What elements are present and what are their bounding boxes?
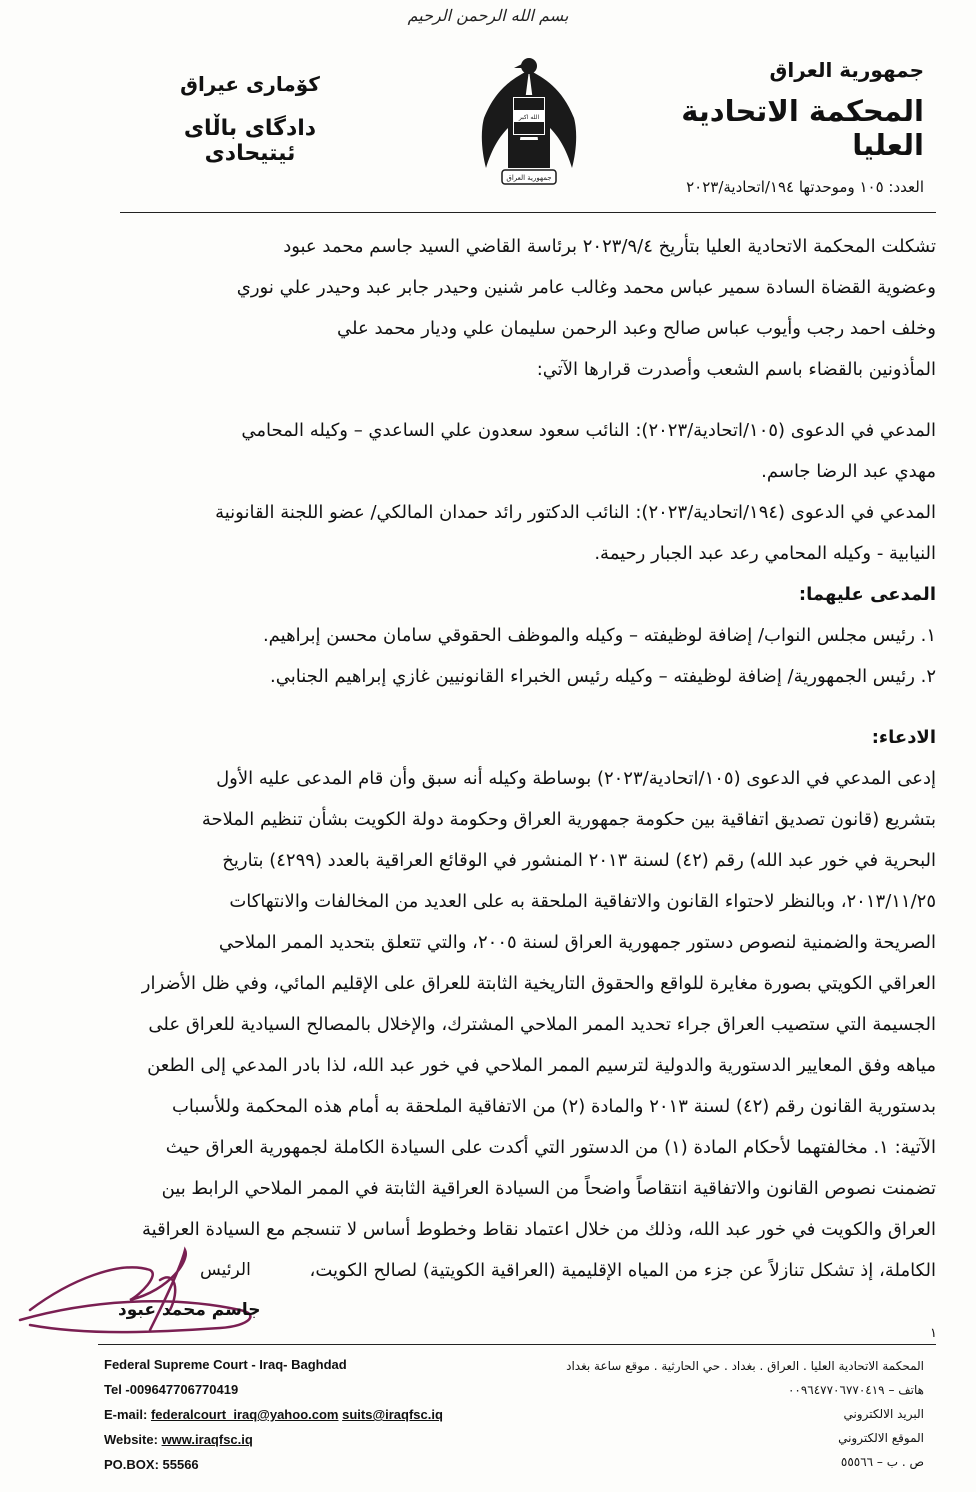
intro-line: وخلف احمد رجب وأيوب عباس صالح وعبد الرحمن سليمان علي وديار محمد علي	[337, 318, 936, 339]
email-link-primary[interactable]: federalcourt_iraq@yahoo.com	[150, 1407, 339, 1422]
basmala: بسم الله الرحمن الرحيم	[407, 6, 569, 25]
footer-contact-english	[104, 1352, 524, 1477]
ruling-body	[98, 226, 936, 1291]
claim-line: العراق والكويت في خور عبد الله، وذلك من خلال اعتماد نقاط وخطوط أساس لا تنسجم مع السيادة العراقية	[141, 1219, 936, 1240]
claim-line: ٢٠١٣/١١/٢٥، وبالنظر لاحتواء القانون والاتفاقية الملحقة به على العديد من المخالفات والانتهاكات	[229, 891, 936, 912]
court-name: المحكمة الاتحادية العليا	[681, 94, 924, 162]
claim-line: بدستورية القانون رقم (٤٢) لسنة ٢٠١٣ والمادة (٢) من الاتفاقية الملحقة به أمام هذه المحكمة وللأسباب	[171, 1096, 936, 1117]
claim-line: بتشريع (قانون تصديق اتفاقية بين حكومة جمهورية العراق وحكومة دولة الكويت بشأن تنظيم الملاحة	[201, 809, 936, 830]
claim-line: تضمنت نصوص القانون والاتفاقية انتقاصاً واضحاً من السيادة العراقية الثابتة في الممر الملاحي الرابط بين	[161, 1178, 936, 1199]
country-name-kurdish: كۆمارى عيراق	[180, 72, 320, 96]
document-number: العدد: ١٠٥ وموحدتها ١٩٤/اتحادية/٢٠٢٣	[686, 178, 924, 196]
footer-email-row	[104, 1402, 524, 1427]
plaintiff-one-line: مهدي عبد الرضا جاسم.	[761, 461, 936, 482]
footer-phone: Tel -009647706770419	[104, 1382, 239, 1397]
svg-text:الله اكبر: الله اكبر	[518, 114, 540, 121]
footer-phone-arabic: هاتف – ٠٠٩٦٤٧٧٠٦٧٧٠٤١٩	[787, 1383, 924, 1397]
email-link-secondary[interactable]: suits@iraqfsc.iq	[342, 1407, 443, 1422]
claim-line: البحرية في خور عبد الله) رقم (٤٢) لسنة ٢٠١٣ المنشور في الوقائع العراقية بالعدد (٤٢٩٩) بتاريخ	[222, 850, 936, 871]
header-right	[624, 58, 924, 196]
plaintiff-one-line: المدعي في الدعوى (١٠٥/اتحادية/٢٠٢٣): النائب سعود سعدون علي الساعدي – وكيله المحامي	[241, 420, 936, 441]
country-name: جمهورية العراق	[769, 58, 924, 82]
footer-divider	[98, 1344, 936, 1345]
signature-name: جاسم محمد عبود	[118, 1300, 261, 1320]
header-divider	[120, 212, 936, 213]
signature-title: الرئيس	[200, 1260, 251, 1280]
claim-line: مياهه وفق المعايير الدستورية والدولية لترسيم الممر الملاحي في خور عبد الله، لذا بادر المدعي إلى الطعن	[147, 1055, 936, 1076]
website-link[interactable]: www.iraqfsc.iq	[161, 1432, 253, 1447]
footer-pobox-arabic: ص . ب – ٥٥٥٦٦	[840, 1455, 924, 1469]
claim-line: الصريحة والضمنية لنصوص دستور جمهورية العراق لسنة ٢٠٠٥، والتي تتعلق بتحديد الممر الملاحي	[218, 932, 936, 953]
footer-contact-arabic	[564, 1354, 924, 1474]
footer-address-arabic: المحكمة الاتحادية العليا . العراق . بغداد . حي الحارثية . موقع ساعة بغداد	[566, 1359, 924, 1373]
court-name-kurdish: دادگاى باڵاى ئیتیحادی	[183, 116, 317, 166]
svg-text:جمهورية العراق: جمهورية العراق	[506, 174, 552, 182]
footer-website-row	[104, 1427, 524, 1452]
plaintiff-two-line: النيابية - وكيله المحامي رعد عبد الجبار رحيمة.	[594, 543, 936, 564]
website-label: Website:	[104, 1432, 158, 1447]
claim-line: الكاملة، إذ تشكل تنازلاً عن جزء من المياه الإقليمية (العراقية الكويتية) لصالح الكويت،	[309, 1260, 936, 1281]
header-left-kurdish	[140, 72, 360, 166]
footer-website-label-arabic: الموقع الالكتروني	[838, 1431, 924, 1445]
footer-court-name: Federal Supreme Court - Iraq- Baghdad	[104, 1357, 347, 1372]
defendant-item: ٢. رئيس الجمهورية/ إضافة لوظيفته – وكيله رئيس الخبراء القانونيين غازي إبراهيم الجنابي.	[270, 666, 936, 687]
claim-line: إدعى المدعي في الدعوى (١٠٥/اتحادية/٢٠٢٣) بوساطة وكيله أنه سبق وأن قام المدعى عليه الأول	[216, 768, 936, 789]
footer-pobox: PO.BOX: 55566	[104, 1457, 199, 1472]
plaintiff-two-line: المدعي في الدعوى (١٩٤/اتحادية/٢٠٢٣): النائب الدكتور رائد حمدان المالكي/ عضو اللجنة القانونية	[215, 502, 936, 523]
page-number: ١	[930, 1326, 937, 1341]
claim-line: الجسيمة التي ستصيب العراق جراء تحديد الممر الملاحي المشترك، والإخلال بالمصالح السيادية للعراق على	[148, 1014, 936, 1035]
defendants-heading: المدعى عليهما:	[798, 584, 936, 605]
handwritten-signature	[10, 1240, 310, 1340]
claim-line: العراقي الكويتي بصورة مغايرة للواقع والحقوق التاريخية الثابتة للعراق على الإقليم المائي، وفي ظل الأضرار	[141, 973, 936, 994]
intro-line: المأذونين بالقضاء باسم الشعب وأصدرت قرارها الآتي:	[536, 359, 936, 380]
claim-heading: الادعاء:	[871, 727, 936, 748]
footer-email-label-arabic: البريد الالكتروني	[843, 1407, 924, 1421]
intro-line: وعضوية القضاة السادة سمير عباس محمد وغالب عامر شنين وحيدر جابر عبد وحيدر علي نوري	[236, 277, 936, 298]
defendant-item: ١. رئيس مجلس النواب/ إضافة لوظيفته – وكيله والموظف الحقوقي سامان محسن إبراهيم.	[262, 625, 936, 646]
email-label: E-mail:	[104, 1407, 148, 1422]
intro-line: تشكلت المحكمة الاتحادية العليا بتأريخ ٢٠٢٣/٩/٤ برئاسة القاضي السيد جاسم محمد عبود	[283, 236, 936, 257]
eagle-emblem-icon	[474, 48, 584, 198]
claim-line: الآتية: ١. مخالفتهما لأحكام المادة (١) من الدستور التي أكدت على السيادة الكاملة لجمهورية العراق حيث	[165, 1137, 936, 1158]
